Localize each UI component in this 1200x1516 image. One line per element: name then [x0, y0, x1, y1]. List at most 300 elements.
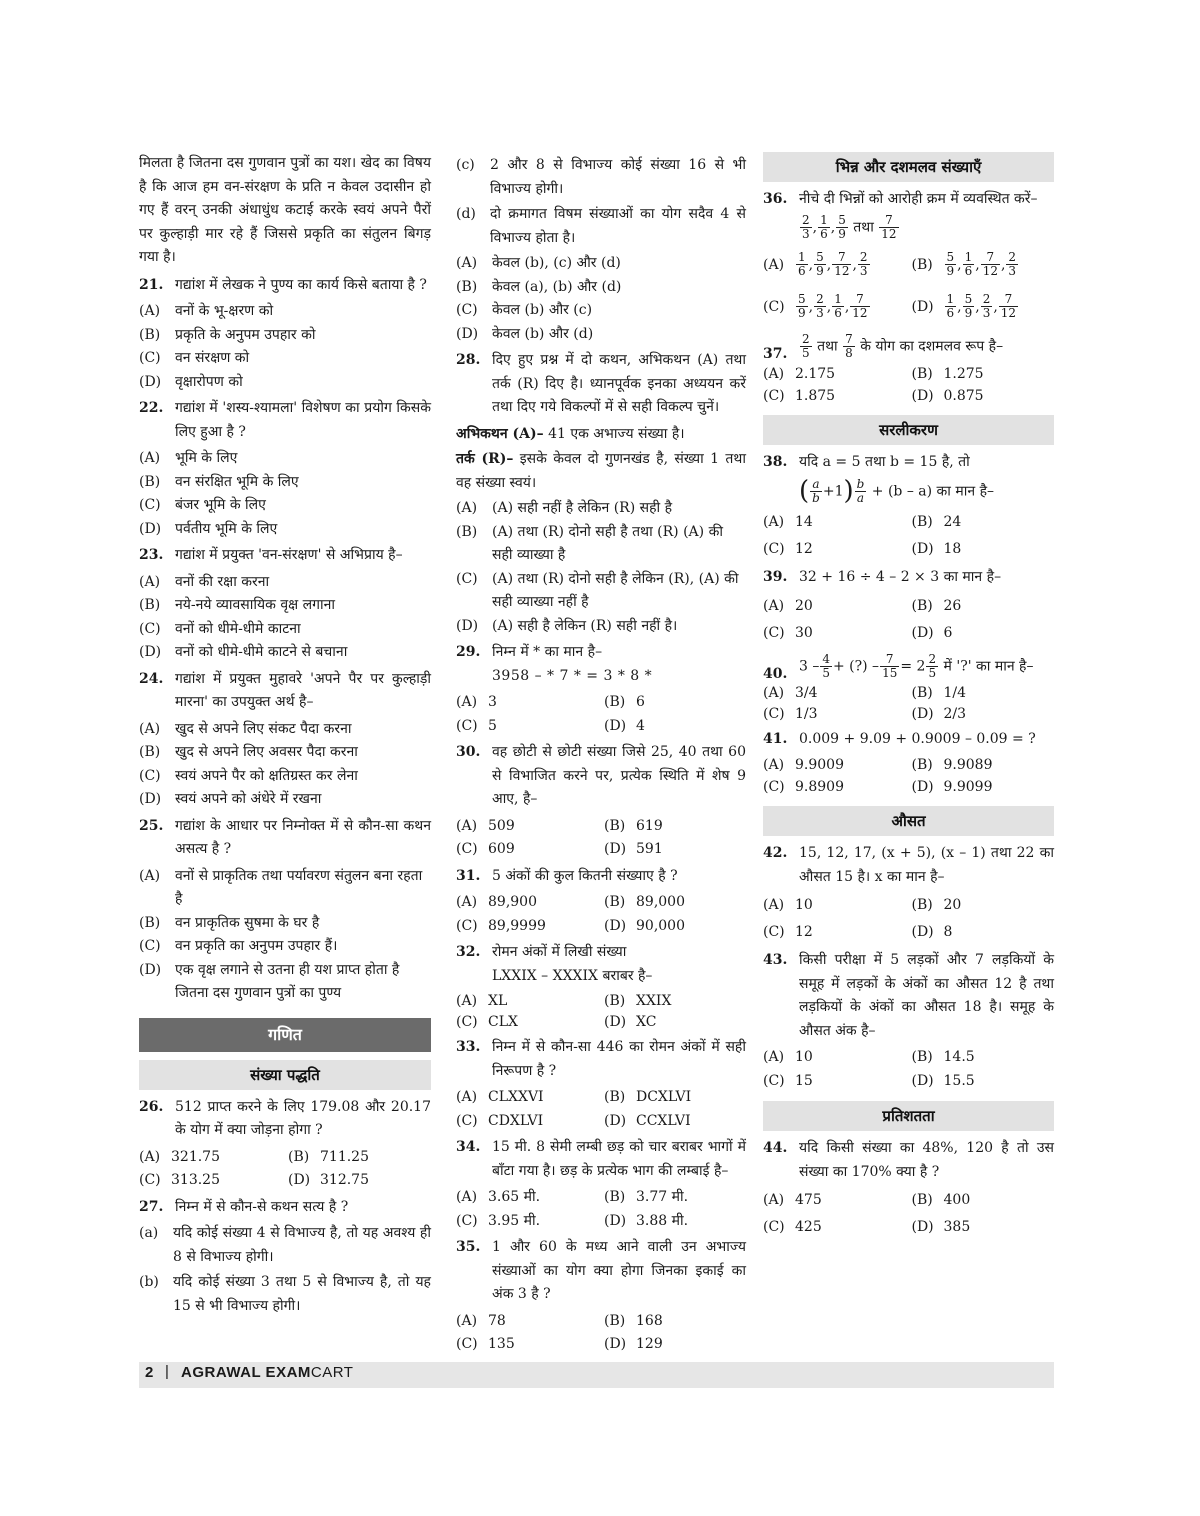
option-text: 168 [636, 1312, 663, 1329]
option [912, 704, 1055, 725]
option-text: 9.9089 [943, 757, 993, 773]
option-text: 135 [488, 1336, 515, 1352]
option [763, 704, 906, 725]
question-number: 25. [139, 817, 164, 834]
option-text: 1.275 [943, 365, 984, 382]
option-text: 15 [795, 1072, 813, 1089]
fraction [796, 251, 808, 278]
section-header-percentage: प्रतिशतता [763, 1101, 1054, 1131]
option-text: (A) सही है लेकिन (R) सही नहीं है। [492, 617, 678, 634]
denominator: 6 [820, 226, 828, 241]
option-text: 3 [488, 694, 497, 710]
page-footer [139, 1362, 1054, 1388]
fraction [810, 478, 822, 505]
option [763, 1214, 906, 1241]
option [456, 1186, 598, 1210]
option [912, 620, 1055, 647]
numerator: 7 [879, 214, 898, 228]
option-text: वन प्राकृतिक सुषमा के घर है [175, 914, 320, 931]
numerator: a [810, 478, 822, 492]
reason-label: तर्क (R)– [456, 451, 514, 467]
question-26 [139, 1096, 431, 1193]
option-text: 1.875 [795, 387, 836, 404]
question-number: 32. [456, 944, 481, 960]
statement-label: (d) [456, 206, 476, 222]
option-text: 8 [943, 924, 953, 940]
option-text: वनों को धीमे-धीमे काटने से बचाना [175, 644, 348, 660]
fraction [945, 293, 957, 320]
numerator: 1 [964, 250, 973, 264]
question-27-options [456, 252, 746, 346]
column-1 [139, 152, 431, 1320]
option [456, 891, 598, 915]
option-label: (B) [911, 1192, 933, 1208]
question-44 [763, 1137, 1054, 1241]
question-number: 41. [763, 730, 788, 747]
option-label: (A) [763, 256, 785, 273]
question-number: 22. [139, 400, 164, 416]
question-32 [456, 941, 746, 988]
expr-part: = 2 [900, 658, 926, 674]
question-head [139, 815, 431, 862]
option-label: (B) [139, 914, 161, 931]
option [604, 1186, 746, 1210]
option-label: (D) [911, 705, 934, 722]
option [288, 1169, 431, 1193]
option-label: (C) [763, 924, 785, 940]
option [139, 324, 431, 348]
option-text: 89,9999 [488, 917, 546, 934]
option-label: (A) [763, 684, 785, 701]
option-text: 12 [795, 541, 813, 557]
option-label: (C) [456, 717, 478, 734]
option [139, 865, 431, 912]
reason-text: इसके केवल दो गुणनखंड है, संख्या 1 तथा वह संख्या स्वयं। [456, 451, 746, 491]
question-number: 38. [763, 453, 788, 470]
option [139, 959, 431, 1006]
question-text: रोमन अंकों में लिखी संख्या [492, 944, 627, 960]
option-label: (B) [139, 744, 161, 760]
option-label: (C) [763, 624, 785, 641]
fraction [796, 293, 808, 320]
option-text: 89,000 [636, 894, 685, 910]
option-label: (C) [456, 917, 478, 934]
option-label: (A) [456, 255, 478, 271]
option-text: केवल (b) और (d) [492, 325, 594, 342]
question-head [139, 274, 431, 298]
denominator: a [856, 491, 865, 505]
option-label: (D) [456, 325, 479, 342]
option-text: 3/4 [795, 684, 818, 701]
option-text: 20 [795, 597, 813, 614]
question-text: के योग का दशमलव रूप है– [860, 338, 1004, 354]
option-label: (C) [763, 387, 785, 404]
fraction [926, 653, 938, 680]
question-text: गद्यांश में प्रयुक्त 'वन-संरक्षण' से अभिप्राय है– [175, 547, 403, 563]
question-number: 34. [456, 1139, 481, 1155]
question-36 [763, 188, 1054, 241]
expression: 3958 – * 7 * = 3 * 8 * [492, 667, 653, 684]
page-number: 2 [145, 1364, 154, 1381]
question-number: 28. [456, 352, 481, 368]
question-text: 1 और 60 के मध्य आने वाली उन अभाज्य संख्याओं का योग क्या होगा जिनका इकाई का अंक 3 है ? [492, 1239, 746, 1302]
fraction [836, 214, 848, 241]
option-label: (C) [139, 767, 161, 784]
option-text: 385 [943, 1219, 971, 1235]
option-text: पर्वतीय भूमि के लिए [175, 520, 278, 537]
option-label: (A) [139, 867, 161, 884]
fraction [832, 293, 844, 320]
option [604, 1333, 746, 1357]
option-label: (A) [456, 1189, 478, 1205]
option-text: एक वृक्ष लगाने से उतना ही यश प्राप्त होता है जितना दस गुणवान पुत्रों का पुण्य [175, 961, 400, 1001]
fraction [814, 251, 826, 278]
numerator: b [856, 477, 865, 491]
question-number: 31. [456, 867, 481, 884]
question-text: 5 अंकों की कुल कितनी संख्याए है ? [492, 867, 678, 884]
option-label: (A) [139, 303, 161, 319]
option-text: 3.65 मी. [488, 1189, 541, 1205]
option-text: 3.95 मी. [488, 1212, 541, 1229]
option-text: XC [636, 1014, 657, 1030]
option-text: 313.25 [171, 1172, 220, 1188]
option-label: (A) [456, 894, 478, 910]
options [763, 1046, 1054, 1093]
option-label: (D) [139, 644, 162, 660]
option-text: स्वयं अपने को अंधेरे में रखना [175, 791, 322, 807]
option-text: वन प्रकृति का अनुपम उपहार हैं। [175, 938, 338, 954]
question-number: 21. [139, 276, 164, 293]
numerator: 7 [850, 293, 869, 307]
option [456, 1210, 598, 1234]
option-text: 9.9009 [795, 757, 844, 773]
option-label: (C) [456, 1112, 478, 1129]
option-text: 5 [488, 717, 497, 734]
question-29-options [456, 691, 746, 738]
option-label: (B) [911, 597, 933, 614]
question-number: 35. [456, 1239, 481, 1255]
option-text: 0.875 [943, 387, 984, 404]
fraction [832, 251, 851, 278]
assertion-text: 41 एक अभाज्य संख्या है। [543, 425, 685, 442]
option-text: 1/4 [943, 684, 967, 701]
option [456, 252, 746, 276]
option-text: केवल (b), (c) और (d) [492, 255, 621, 271]
option-label: (D) [604, 717, 627, 734]
question-text: यदि a = 5 तथा b = 15 है, तो [799, 453, 970, 470]
question-head [763, 842, 1054, 889]
option-text: 30 [795, 624, 813, 641]
option-label: (B) [456, 278, 478, 295]
option [456, 1110, 598, 1134]
denominator: 9 [946, 264, 955, 278]
option [912, 1070, 1055, 1094]
fraction [814, 293, 826, 320]
option-label: (B) [456, 523, 478, 540]
option-text: 6 [636, 694, 645, 710]
option-label: (C) [456, 570, 478, 587]
option-label: (B) [604, 817, 626, 834]
option-label: (B) [911, 256, 933, 273]
option-text: 619 [636, 817, 663, 834]
fraction [981, 293, 993, 320]
option-text: खुद से अपने लिए संकट पैदा करना [175, 720, 352, 737]
option-text: 509 [488, 817, 515, 834]
option-label: (C) [456, 841, 478, 857]
option-label: (C) [139, 350, 161, 366]
numerator: 5 [816, 250, 824, 264]
option-label: (C) [456, 1014, 478, 1030]
options [456, 1310, 746, 1357]
passage-text: मिलता है जितना दस गुणवान पुत्रों का यश। खेद का विषय है कि आज हम वन-संरक्षण के प्रति न केवल उदासीन हो गए हैं वरन् उनकी अंधाधुंध कटाई करके स्वयं अपने पैरों पर कुल्हाड़ी मार रहे हैं जिससे प्रकृति का संतुलन बिगड़ गया है। [139, 155, 431, 265]
question-number: 43. [763, 952, 788, 968]
option-text: 10 [795, 1049, 813, 1065]
question-head [139, 544, 431, 568]
denominator: 3 [1008, 264, 1017, 278]
question-40-options [763, 683, 1054, 725]
question-text: यदि किसी संख्या का 48%, 120 है तो उस संख्या का 170% क्या है ? [799, 1140, 1054, 1180]
option-text: CCXLVI [636, 1112, 691, 1129]
option [456, 497, 746, 521]
option-text: 3.77 मी. [636, 1189, 689, 1205]
options [139, 571, 431, 665]
option-text: 312.75 [320, 1172, 369, 1188]
option [763, 385, 906, 407]
assertion [456, 423, 746, 447]
fraction [963, 293, 975, 320]
numerator: 5 [798, 292, 806, 306]
numerator: 2 [802, 212, 810, 227]
option-text: वन संरक्षण को [175, 350, 250, 366]
option [139, 618, 431, 642]
question-23 [139, 544, 431, 665]
numerator: 1 [946, 292, 955, 306]
option-label: (D) [911, 387, 934, 404]
option [763, 593, 906, 620]
options [139, 447, 431, 541]
option-label: (C) [763, 298, 785, 315]
question-28 [456, 349, 746, 420]
option-text: CDXLVI [488, 1112, 544, 1129]
option-label: (C) [139, 938, 161, 954]
question-text: निम्न में * का मान है– [492, 644, 603, 660]
question-head [763, 1137, 1054, 1184]
numerator: 7 [880, 653, 899, 667]
option-label: (C) [763, 779, 785, 795]
option-label: (A) [763, 1192, 785, 1208]
option-label: (D) [604, 1212, 627, 1229]
question-29 [456, 641, 746, 688]
option [912, 593, 1055, 620]
option [139, 494, 431, 518]
option-label: (C) [139, 1172, 161, 1188]
brand-bold: AGRAWAL EXAM [181, 1364, 311, 1381]
fraction [820, 653, 832, 680]
question-37-options [763, 363, 1054, 407]
denominator: 3 [859, 264, 868, 278]
option: (C) $\frac{5}{9}$ , $\frac{2}{3}$ , $\frac{1}{6}$ , $\frac{7}{12}$ [763, 291, 906, 323]
numerator: 5 [838, 212, 846, 227]
option [456, 1333, 598, 1357]
option-label: (A) [456, 694, 478, 710]
option [912, 536, 1055, 563]
option [288, 1146, 431, 1170]
option-label: (B) [911, 365, 933, 382]
question-text: 15 मी. 8 सेमी लम्बी छड़ को चार बराबर भागों में बाँटा गया है। छड़ के प्रत्येक भाग की लम्बाई है– [492, 1139, 746, 1179]
option [912, 754, 1055, 776]
option [763, 1046, 906, 1070]
option-text: 609 [488, 841, 515, 857]
option-label: (B) [604, 1312, 626, 1329]
question-number: 37. [763, 345, 788, 362]
option-text: 321.75 [171, 1148, 220, 1165]
denominator: 12 [852, 306, 868, 320]
option-label: (C) [763, 705, 785, 722]
option-text: (A) तथा (R) दोनो सही है लेकिन (R), (A) की सही व्याख्या नहीं है [492, 570, 739, 610]
options [139, 1146, 431, 1193]
expr-part: + (?) – [833, 658, 880, 674]
question-text: गद्यांश के आधार पर निम्नोक्त में से कौन-सा कथन असत्य है ? [175, 817, 431, 857]
options [456, 1186, 746, 1233]
denominator: 9 [838, 226, 846, 241]
option-label: (A) [456, 1312, 478, 1329]
question-24 [139, 668, 431, 812]
option-text: केवल (b) और (c) [492, 302, 593, 318]
question-text: 32 + 16 ÷ 4 – 2 × 3 का मान है– [799, 569, 1002, 585]
numerator: 1 [834, 292, 842, 306]
option-label: (C) [456, 1336, 478, 1352]
option [139, 1146, 282, 1170]
option [763, 754, 906, 776]
question-number: 42. [763, 845, 788, 861]
question-head [456, 865, 746, 889]
question-35 [456, 1236, 746, 1357]
option-label: (A) [456, 993, 478, 1009]
option [912, 385, 1055, 407]
option [763, 892, 906, 919]
numerator: 2 [816, 292, 824, 306]
option-text: DCXLVI [636, 1089, 692, 1105]
option [139, 447, 431, 471]
options [139, 300, 431, 394]
fraction [843, 333, 855, 360]
option [139, 765, 431, 789]
denominator: 3 [802, 226, 810, 241]
option-label: (A) [763, 757, 785, 773]
question-38 [763, 451, 1054, 506]
section-header-simplification: सरलीकरण [763, 415, 1054, 445]
question-text: निम्न में से कौन-से कथन सत्य है ? [175, 1198, 349, 1215]
option-label: (D) [139, 520, 162, 537]
column-2 [456, 152, 746, 1357]
option-label: (B) [604, 1189, 626, 1205]
option [139, 571, 431, 595]
option [912, 1046, 1055, 1070]
option [139, 641, 431, 665]
numerator: 2 [982, 292, 991, 306]
fraction [963, 251, 975, 278]
options [763, 754, 1054, 798]
option-label: (D) [911, 1219, 934, 1235]
option [139, 371, 431, 395]
fraction [879, 214, 898, 241]
denominator: 12 [982, 264, 998, 278]
question-42 [763, 842, 1054, 946]
question-27 [139, 1196, 431, 1220]
option-text: 591 [636, 841, 663, 857]
numerator: 7 [845, 331, 853, 346]
option-text: वनों को धीमे-धीमे काटना [175, 620, 301, 637]
option-text: 2.175 [795, 365, 836, 382]
option-text: 26 [943, 597, 962, 614]
question-number: 40. [763, 665, 788, 682]
option-label: (B) [604, 993, 626, 1009]
option-text: 1/3 [795, 705, 818, 722]
option-text: 90,000 [636, 917, 685, 934]
options [456, 891, 746, 938]
option-label: (B) [139, 326, 161, 343]
option [912, 892, 1055, 919]
option-text: 6 [943, 624, 953, 641]
question-text: 512 प्राप्त करने के लिए 179.08 और 20.17 के योग में क्या जोड़ना होगा ? [175, 1098, 431, 1138]
option [763, 683, 906, 704]
fraction [981, 251, 1000, 278]
option-label: (A) [456, 500, 478, 516]
option [139, 518, 431, 542]
option [604, 1210, 746, 1234]
option [912, 919, 1055, 946]
question-head [139, 668, 431, 715]
option [763, 363, 906, 385]
option-text: CLXXVI [488, 1089, 544, 1105]
option-label: (B) [139, 473, 161, 490]
fraction [880, 653, 899, 680]
option [604, 991, 746, 1012]
option [763, 919, 906, 946]
statement-a [139, 1222, 431, 1269]
question-43 [763, 949, 1054, 1093]
option-label: (B) [911, 897, 933, 913]
question-28-options [456, 497, 746, 638]
statement-label: (b) [139, 1274, 159, 1290]
option [763, 1187, 906, 1214]
question-22 [139, 397, 431, 541]
option [763, 776, 906, 798]
question-21 [139, 274, 431, 395]
options [139, 865, 431, 1006]
open-paren: ( [799, 475, 810, 506]
option [456, 615, 746, 639]
expression-tail: + (b – a) का मान है– [871, 483, 995, 500]
reason [456, 448, 746, 495]
option [456, 991, 598, 1012]
question-number: 24. [139, 670, 164, 687]
fraction [945, 251, 957, 278]
numerator: 1 [820, 212, 828, 227]
option-label: (A) [763, 597, 785, 614]
option-label: (C) [456, 1212, 478, 1229]
statement-b [139, 1271, 431, 1318]
question-41 [763, 728, 1054, 799]
question-32-options [456, 991, 746, 1033]
option-text: 9.8909 [795, 779, 844, 795]
question-text: दिए हुए प्रश्न में दो कथन, अभिकथन (A) तथा तर्क (R) दिए है। ध्यानपूर्वक इनका अध्ययन करें तथा दिए गये विकल्पों में से सही विकल्प चुनें। [492, 352, 746, 415]
option [139, 788, 431, 812]
fraction [800, 214, 812, 241]
option-text: खुद से अपने लिए अवसर पैदा करना [175, 744, 358, 760]
option-text: 711.25 [320, 1148, 369, 1165]
option-label: (B) [911, 1049, 933, 1065]
